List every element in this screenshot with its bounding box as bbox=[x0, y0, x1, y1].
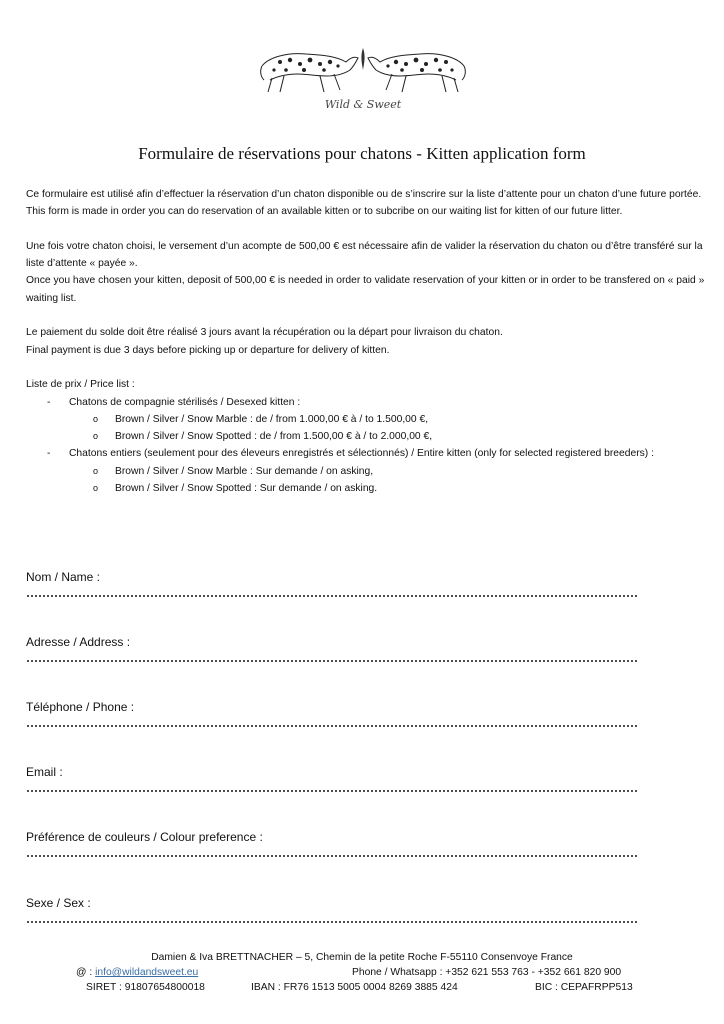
address-dotted-line[interactable] bbox=[26, 660, 638, 662]
phone-label: Téléphone / Phone : bbox=[26, 700, 135, 714]
phone-field[interactable] bbox=[26, 699, 666, 715]
footer-email-prefix: @ : bbox=[76, 967, 93, 978]
address-field[interactable] bbox=[26, 634, 666, 650]
price-items bbox=[69, 463, 710, 498]
address-label: Adresse / Address : bbox=[26, 635, 131, 649]
logo bbox=[258, 40, 468, 118]
email-field[interactable] bbox=[26, 764, 666, 780]
colour-field[interactable] bbox=[26, 829, 666, 845]
paragraph-2-fr: Une fois votre chaton choisi, le versement d’un acompte de 500,00 € est nécessaire afin de valider la réservation du chaton ou d’être transféré sur la liste d’attente « payée ». bbox=[26, 240, 703, 270]
paragraph-1-fr: Ce formulaire est utilisé afin d’effectuer la réservation d’un chaton disponible ou de s’inscrire sur la liste d’attente pour un chaton d’une future portée. bbox=[26, 189, 702, 200]
footer-email bbox=[76, 965, 198, 980]
name-dotted-line[interactable] bbox=[26, 595, 638, 597]
name-label: Nom / Name : bbox=[26, 570, 101, 584]
price-list bbox=[26, 394, 710, 498]
price-group-label: Chatons entiers (seulement pour des éleveurs enregistrés et sélectionnés) / Entire kitten (only for selected registered breeders) : bbox=[69, 448, 654, 460]
footer-iban: IBAN : FR76 1513 5005 0004 8269 3885 424 bbox=[251, 982, 458, 993]
footer-phone: Phone / Whatsapp : +352 621 553 763 - +352 661 820 900 bbox=[352, 967, 622, 978]
phone-dotted-line[interactable] bbox=[26, 725, 638, 727]
price-list-heading: Liste de prix / Price list : bbox=[26, 379, 135, 391]
footer-address: Damien & Iva BRETTNACHER – 5, Chemin de la petite Roche F-55110 Consenvoye France bbox=[151, 952, 573, 963]
price-item: o Brown / Silver / Snow Spotted : de / from 1.500,00 € à / to 2.000,00 €, bbox=[93, 428, 710, 445]
paragraph-2-en: Once you have chosen your kitten, deposit of 500,00 € is needed in order to validate reservation of your kitten or in order to be transfered on « paid » waiting list. bbox=[26, 275, 705, 304]
price-group bbox=[47, 394, 710, 446]
footer-bic: BIC : CEPAFRPP513 bbox=[535, 982, 633, 993]
email-label: Email : bbox=[26, 765, 63, 779]
price-items bbox=[69, 411, 710, 446]
page-title: Formulaire de réservations pour chatons - Kitten application form bbox=[138, 144, 586, 163]
name-field[interactable] bbox=[26, 569, 666, 585]
intro-text bbox=[26, 186, 710, 497]
sex-label: Sexe / Sex : bbox=[26, 896, 91, 910]
paragraph-3-fr: Le paiement du solde doit être réalisé 3 jours avant la récupération ou la départ pour livraison du chaton. bbox=[26, 327, 503, 339]
sex-field[interactable] bbox=[26, 895, 666, 911]
colour-dotted-line[interactable] bbox=[26, 855, 638, 857]
colour-label: Préférence de couleurs / Colour preference : bbox=[26, 830, 263, 844]
price-group bbox=[47, 445, 710, 497]
paragraph-1-en: This form is made in order you can do reservation of an available kitten or to subcribe on our waiting list for kitten of our future litter. bbox=[26, 206, 623, 218]
leopard-cats-logo-icon bbox=[258, 40, 468, 96]
footer-siret: SIRET : 91807654800018 bbox=[86, 982, 205, 993]
sex-dotted-line[interactable] bbox=[26, 921, 638, 923]
price-item: o Brown / Silver / Snow Marble : de / from 1.000,00 € à / to 1.500,00 €, bbox=[93, 411, 710, 428]
email-link[interactable]: info@wildandsweet.eu bbox=[95, 967, 199, 978]
paragraph-3-en: Final payment is due 3 days before picking up or departure for delivery of kitten. bbox=[26, 344, 390, 356]
email-dotted-line[interactable] bbox=[26, 790, 638, 792]
price-item: o Brown / Silver / Snow Spotted : Sur demande / on asking. bbox=[93, 480, 710, 497]
price-group-label: Chatons de compagnie stérilisés / Desexed kitten : bbox=[69, 396, 301, 408]
logo-text: Wild & Sweet bbox=[324, 98, 402, 111]
price-item: o Brown / Silver / Snow Marble : Sur demande / on asking, bbox=[93, 463, 710, 480]
